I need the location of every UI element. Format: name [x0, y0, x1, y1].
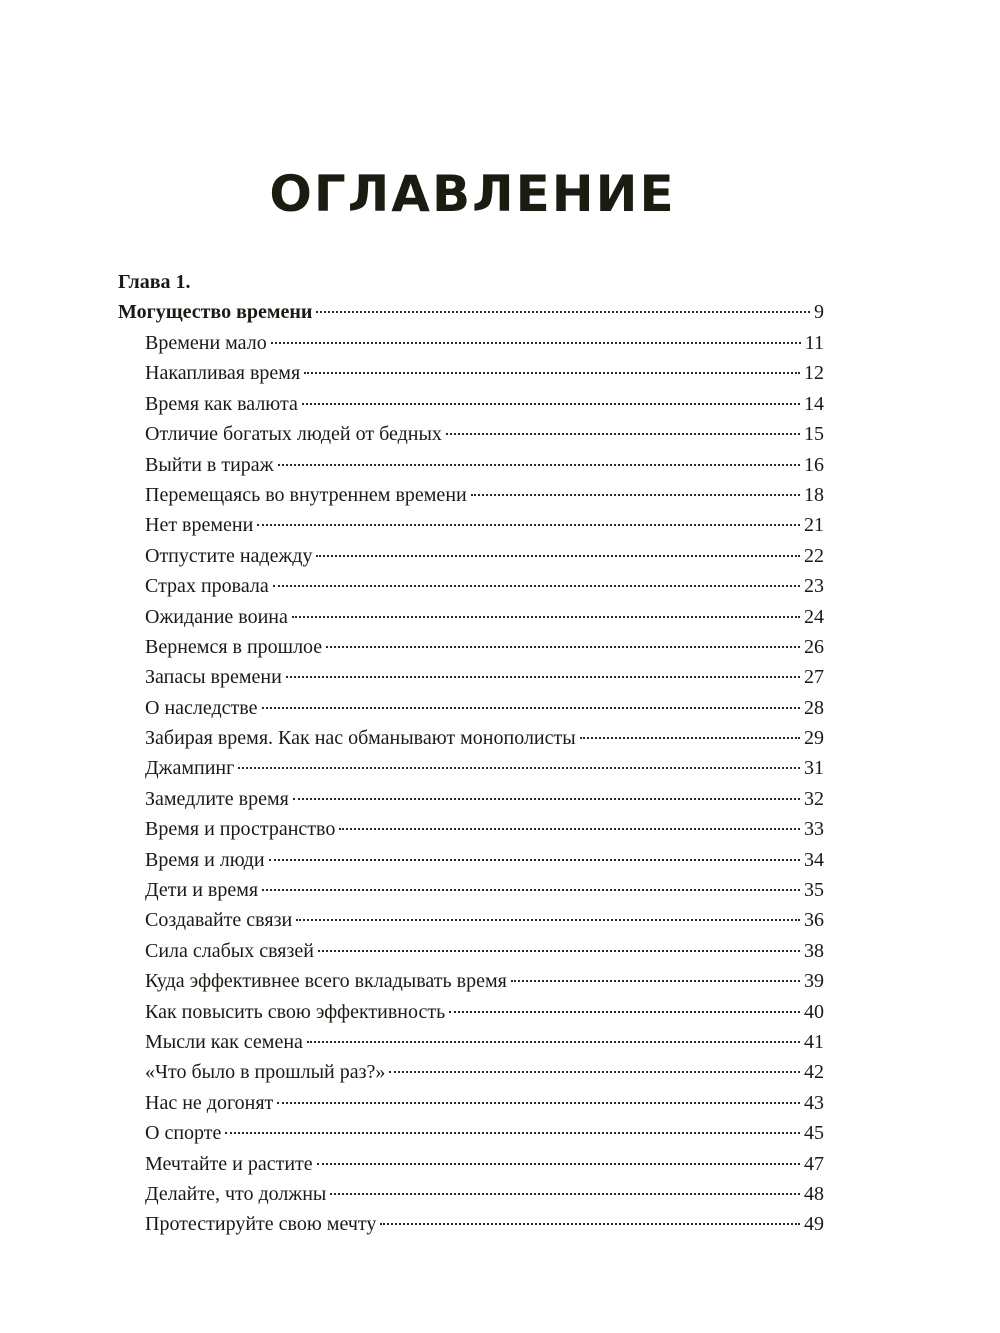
toc-entry-page: 32	[804, 787, 824, 810]
toc-entry-title: Нет времени	[145, 514, 254, 537]
toc-entry-page: 48	[804, 1182, 824, 1205]
toc-entry[interactable]	[118, 480, 824, 510]
dot-leader	[286, 676, 800, 678]
toc-entry-title: Вернемся в прошлое	[145, 635, 323, 658]
toc-entry-title: Отпустите надежду	[145, 544, 313, 567]
toc-entry[interactable]	[118, 358, 824, 388]
toc-entry-page: 23	[804, 575, 824, 598]
toc-entry-title: Накапливая время	[145, 362, 301, 385]
toc-entry-page: 14	[804, 392, 824, 415]
toc-entry[interactable]	[118, 693, 824, 723]
toc-entry[interactable]	[118, 784, 824, 814]
toc-entry-title: Забирая время. Как нас обманывают монополисты	[145, 727, 576, 750]
dot-leader	[326, 646, 800, 648]
dot-leader	[271, 342, 801, 344]
toc-entry[interactable]	[118, 632, 824, 662]
toc-entry[interactable]	[118, 845, 824, 875]
dot-leader	[257, 524, 800, 526]
dot-leader	[293, 798, 800, 800]
toc-entry[interactable]	[118, 389, 824, 419]
toc-entry-title: Протестируйте свою мечту	[145, 1213, 377, 1236]
dot-leader	[317, 1163, 800, 1165]
toc-entry[interactable]	[118, 1088, 824, 1118]
dot-leader	[238, 767, 800, 769]
toc-entry[interactable]	[118, 875, 824, 905]
toc-entry-page: 29	[804, 727, 824, 750]
dot-leader	[339, 828, 800, 830]
dot-leader	[316, 311, 810, 313]
toc-entry-page: 33	[804, 818, 824, 841]
toc-entry-page: 38	[804, 939, 824, 962]
toc-entry-title: Выйти в тираж	[145, 453, 274, 476]
toc-entry-title: Запасы времени	[145, 666, 282, 689]
toc-entry[interactable]	[118, 419, 824, 449]
toc-entry[interactable]	[118, 905, 824, 935]
toc-entry-title: Нас не догонят	[145, 1091, 274, 1114]
dot-leader	[262, 889, 800, 891]
toc-entry-page: 41	[804, 1030, 824, 1053]
toc-entry-page: 24	[804, 605, 824, 628]
toc-entry[interactable]	[118, 1209, 824, 1239]
toc-entry-page: 15	[804, 423, 824, 446]
toc-entry[interactable]	[118, 510, 824, 540]
dot-leader	[296, 919, 800, 921]
toc-entry-title: Замедлите время	[145, 787, 289, 810]
toc-entry[interactable]	[118, 723, 824, 753]
toc-entry-title: О наследстве	[145, 696, 258, 719]
toc-entry-page: 36	[804, 909, 824, 932]
toc-entry[interactable]	[118, 541, 824, 571]
toc-entry[interactable]	[118, 328, 824, 358]
toc-entry[interactable]	[118, 1027, 824, 1057]
toc-entry-page: 47	[804, 1152, 824, 1175]
dot-leader	[225, 1132, 800, 1134]
toc-entry-title: Куда эффективнее всего вкладывать время	[145, 970, 507, 993]
toc-entry-title: «Что было в прошлый раз?»	[145, 1061, 386, 1084]
dot-leader	[580, 737, 800, 739]
toc-entry-title: Как повысить свою эффективность	[145, 1000, 446, 1023]
toc-entry-title: Делайте, что должны	[145, 1182, 327, 1205]
toc-entry-title: Времени мало	[145, 332, 267, 354]
toc-entry-title: Время и пространство	[145, 818, 336, 841]
toc-entry-page: 34	[804, 848, 824, 871]
table-of-contents	[118, 268, 824, 1240]
dot-leader	[304, 372, 800, 374]
toc-entry-page: 21	[804, 514, 824, 537]
toc-entry[interactable]	[118, 662, 824, 692]
chapter-label: Глава 1.	[118, 271, 191, 293]
toc-entry-page: 11	[804, 332, 824, 354]
dot-leader	[278, 464, 800, 466]
dot-leader	[330, 1193, 800, 1195]
dot-leader	[449, 1011, 800, 1013]
toc-entry[interactable]	[118, 571, 824, 601]
toc-section-list	[118, 328, 824, 1240]
toc-entry-title: Отличие богатых людей от бедных	[145, 423, 442, 446]
toc-entry-title: Могущество времени	[118, 301, 313, 323]
dot-leader	[302, 403, 800, 405]
toc-entry-title: Дети и время	[145, 879, 259, 902]
dot-leader	[316, 555, 800, 557]
dot-leader	[446, 433, 800, 435]
toc-entry-page: 35	[804, 879, 824, 902]
toc-entry[interactable]	[118, 753, 824, 783]
dot-leader	[318, 950, 800, 952]
toc-entry-page: 12	[804, 362, 824, 385]
dot-leader	[273, 585, 800, 587]
toc-entry-page: 9	[814, 301, 824, 323]
page-title: ОГЛАВЛЕНИЕ	[269, 165, 676, 223]
toc-entry[interactable]	[118, 966, 824, 996]
toc-entry-title: Ожидание воина	[145, 605, 288, 628]
toc-entry-page: 18	[804, 483, 824, 506]
dot-leader	[277, 1102, 800, 1104]
toc-entry-page: 49	[804, 1213, 824, 1236]
toc-entry-page: 27	[804, 666, 824, 689]
toc-entry-page: 42	[804, 1061, 824, 1084]
toc-chapter-entry[interactable]	[118, 296, 824, 328]
toc-entry-page: 26	[804, 635, 824, 658]
toc-entry-title: Время как валюта	[145, 392, 298, 415]
toc-entry[interactable]	[118, 1179, 824, 1209]
toc-entry[interactable]	[118, 997, 824, 1027]
toc-entry-page: 45	[804, 1122, 824, 1145]
toc-entry-page: 31	[804, 757, 824, 780]
dot-leader	[511, 980, 800, 982]
toc-entry-page: 39	[804, 970, 824, 993]
dot-leader	[262, 707, 801, 709]
toc-entry-title: Перемещаясь во внутреннем времени	[145, 483, 467, 506]
toc-entry-title: Мысли как семена	[145, 1030, 303, 1053]
toc-entry-title: Создавайте связи	[145, 909, 293, 932]
dot-leader	[269, 859, 800, 861]
toc-entry-page: 40	[804, 1000, 824, 1023]
dot-leader	[380, 1223, 800, 1225]
dot-leader	[471, 494, 800, 496]
toc-entry-title: Джампинг	[145, 757, 235, 780]
dot-leader	[389, 1071, 800, 1073]
toc-entry-page: 16	[804, 453, 824, 476]
toc-entry-page: 22	[804, 544, 824, 567]
toc-entry[interactable]	[118, 1118, 824, 1148]
toc-entry[interactable]	[118, 936, 824, 966]
dot-leader	[307, 1041, 800, 1043]
toc-entry-title: Время и люди	[145, 848, 265, 871]
toc-entry-title: Мечтайте и растите	[145, 1152, 313, 1175]
toc-entry[interactable]	[118, 602, 824, 632]
toc-entry-page: 28	[804, 696, 824, 719]
dot-leader	[292, 616, 800, 618]
toc-entry[interactable]	[118, 1057, 824, 1087]
toc-entry-page: 43	[804, 1091, 824, 1114]
toc-entry-title: О спорте	[145, 1122, 222, 1145]
toc-entry-title: Страх провала	[145, 575, 269, 598]
toc-entry[interactable]	[118, 814, 824, 844]
toc-entry-title: Сила слабых связей	[145, 939, 314, 962]
toc-entry[interactable]	[118, 450, 824, 480]
toc-entry[interactable]	[118, 1149, 824, 1179]
